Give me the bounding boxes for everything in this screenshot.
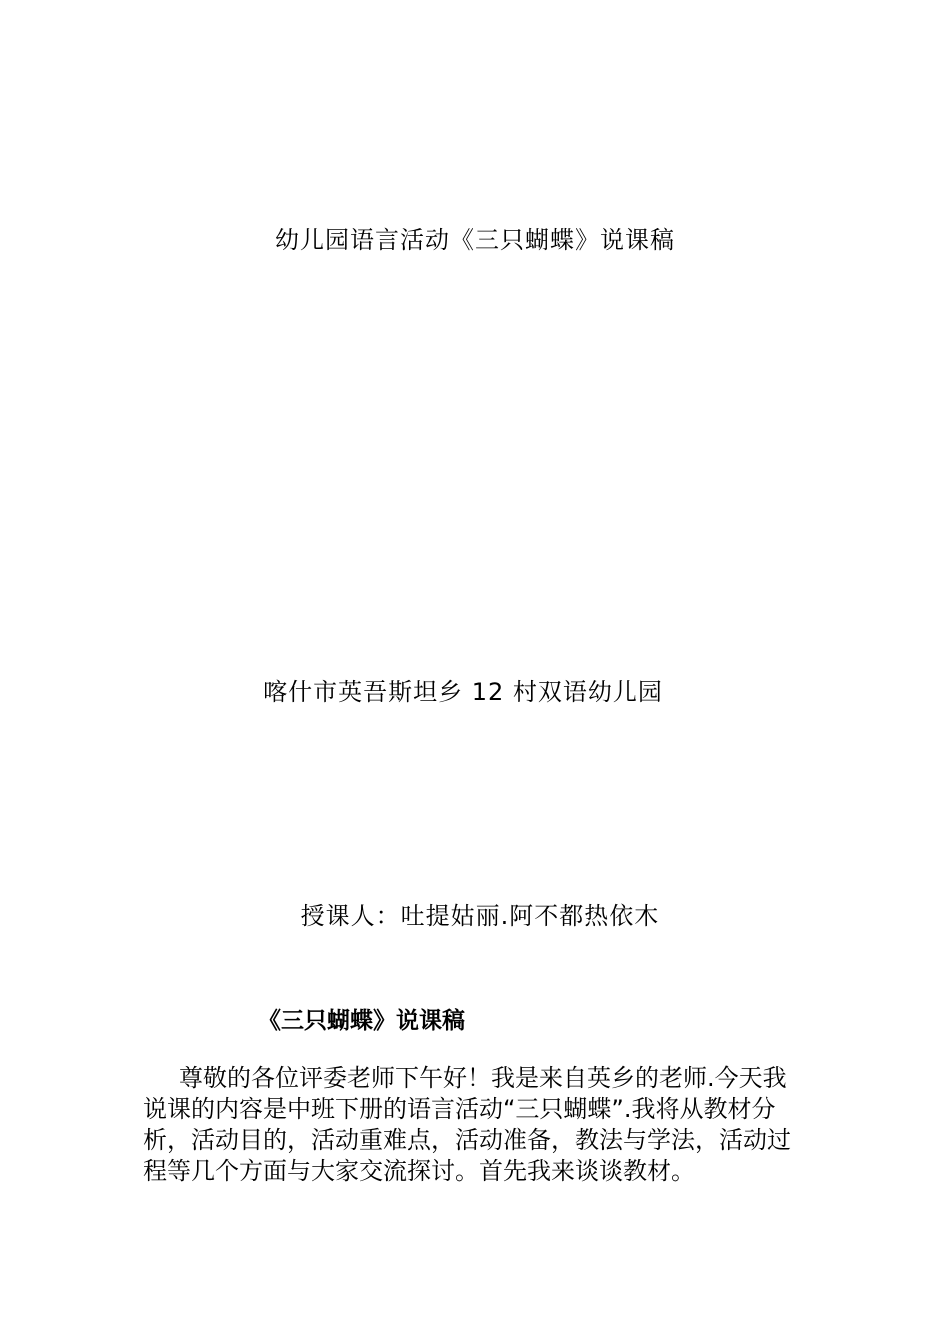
- section-title: 《三只蝴蝶》说课稿: [258, 1008, 465, 1034]
- lecturer-line: 授课人：吐提姑丽.阿不都热依木: [300, 902, 660, 930]
- school-name: 喀什市英吾斯坦乡 12 村双语幼儿园: [263, 678, 663, 706]
- intro-paragraph: [143, 1063, 809, 1187]
- document-title: 幼儿园语言活动《三只蝴蝶》说课稿: [275, 226, 675, 254]
- paragraph-line: 析，活动目的，活动重难点，活动准备，教法与学法，活动过: [143, 1126, 791, 1154]
- paragraph-line: 说课的内容是中班下册的语言活动“三只蝴蝶”.我将从教材分: [143, 1095, 776, 1123]
- paragraph-line: 尊敬的各位评委老师下午好！我是来自英乡的老师.今天我: [179, 1064, 787, 1092]
- paragraph-line: 程等几个方面与大家交流探讨。首先我来谈谈教材。: [143, 1157, 695, 1185]
